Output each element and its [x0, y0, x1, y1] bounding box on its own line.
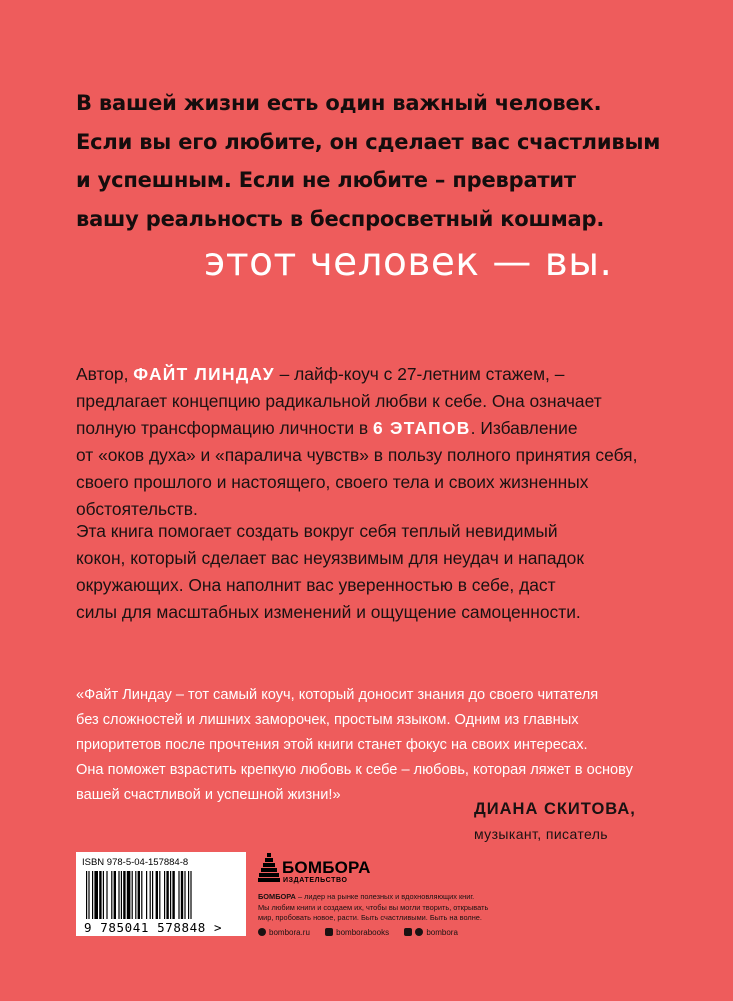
barcode-stripe	[166, 871, 168, 919]
quote-line: приоритетов после прочтения этой книги станет фокус на своих интересах.	[76, 737, 588, 753]
blurb-line: БОМБОРА – лидер на рынке полезных и вдохновляющих книг.	[258, 892, 475, 901]
barcode-stripe	[159, 871, 160, 919]
publisher-blurb	[258, 892, 568, 924]
barcode-stripe	[123, 871, 125, 919]
barcode-stripe	[188, 871, 189, 919]
barcode-stripe	[152, 871, 153, 919]
barcode-stripe	[138, 871, 140, 919]
barcode-panel	[76, 852, 246, 936]
benefits-line: окружающих. Она наполнит вас уверенностью в себе, даст	[76, 575, 556, 595]
quote-author-role: музыкант, писатель	[474, 826, 608, 842]
description-line: полную трансформацию личности в 6 ЭТАПОВ. Избавление	[76, 418, 578, 438]
description-line: Автор, ФАЙТ ЛИНДАУ – лайф-коуч с 27-летним стажем, –	[76, 364, 565, 384]
blurb-line: мир, пробовать новое, расти. Быть счастливыми. Быть на волне.	[258, 913, 482, 922]
publisher-name: БОМБОРА	[282, 858, 371, 877]
publisher-subtitle: ИЗДАТЕЛЬСТВО	[283, 877, 348, 884]
benefits-line: кокон, который сделает вас неуязвимым для неудач и нападок	[76, 548, 584, 568]
hook-line: и успешным. Если не любите – превратит	[76, 168, 576, 192]
barcode-bars	[86, 871, 236, 919]
author-name-highlight: ФАЙТ ЛИНДАУ	[133, 364, 275, 384]
social-telegram[interactable]: bombora	[404, 928, 458, 937]
youtube-icon	[404, 928, 412, 936]
book-benefits	[76, 518, 676, 626]
telegram-icon	[415, 928, 423, 936]
description-line: своего прошлого и настоящего, своего тела и своих жизненных	[76, 472, 589, 492]
barcode-stripe	[184, 871, 185, 919]
testimonial-quote	[76, 683, 716, 808]
barcode-stripe	[94, 871, 98, 919]
quote-author: ДИАНА СКИТОВА,	[474, 800, 636, 818]
barcode-stripe	[135, 871, 136, 919]
barcode-stripe	[121, 871, 122, 919]
isbn-label: ISBN 978-5-04-157884-8	[82, 857, 189, 868]
tagline: этот человек — вы.	[204, 240, 613, 285]
barcode-stripe	[132, 871, 133, 919]
barcode-stripe	[172, 871, 174, 919]
barcode-stripe	[106, 871, 107, 919]
bombora-logo-icon	[258, 853, 280, 885]
author-description	[76, 361, 676, 523]
quote-line: вашей счастливой и успешной жизни!»	[76, 787, 341, 803]
description-line: предлагает концепцию радикальной любви к себе. Она означает	[76, 391, 602, 411]
description-line: от «оков духа» и «паралича чувств» в пользу полного принятия себя,	[76, 445, 638, 465]
social-links	[258, 928, 471, 937]
barcode-stripe	[146, 871, 147, 919]
barcode-stripe	[156, 871, 158, 919]
benefits-line: Эта книга помогает создать вокруг себя теплый невидимый	[76, 521, 558, 541]
barcode-stripe	[99, 871, 101, 919]
hook-text	[76, 84, 696, 238]
blurb-line: Мы любим книги и создаем их, чтобы вы могли творить, открывать	[258, 902, 489, 912]
barcode-stripe	[88, 871, 89, 919]
globe-icon	[258, 928, 266, 936]
description-line: обстоятельств.	[76, 499, 198, 519]
barcode-stripe	[118, 871, 119, 919]
benefits-line: силы для масштабных изменений и ощущение самоценности.	[76, 602, 581, 622]
quote-line: Она поможет взрастить крепкую любовь к себе – любовь, которая ляжет в основу	[76, 762, 633, 778]
social-vk[interactable]: bomborabooks	[325, 928, 389, 937]
barcode-stripe	[111, 871, 112, 919]
stages-highlight: 6 ЭТАПОВ	[372, 418, 471, 438]
barcode-stripe	[86, 871, 87, 919]
barcode-stripe	[114, 871, 116, 919]
barcode-stripe	[141, 871, 142, 919]
social-website[interactable]: bombora.ru	[258, 928, 310, 937]
quote-line: без сложностей и лишних заморочек, простым языком. Одним из главных	[76, 712, 579, 728]
barcode-stripe	[127, 871, 131, 919]
barcode-stripe	[178, 871, 179, 919]
barcode-stripe	[92, 871, 93, 919]
hook-line: В вашей жизни есть один важный человек.	[76, 91, 602, 115]
quote-line: «Файт Линдау – тот самый коуч, который доносит знания до своего читателя	[76, 687, 599, 703]
vk-icon	[325, 928, 333, 936]
barcode-stripe	[164, 871, 165, 919]
barcode-stripe	[103, 871, 104, 919]
hook-line: Если вы его любите, он сделает вас счастливым	[76, 129, 661, 154]
barcode-stripe	[190, 871, 191, 919]
barcode-stripe	[181, 871, 183, 919]
hook-line: вашу реальность в беспросветный кошмар.	[76, 206, 605, 231]
barcode-digits: 9 785041 578848 >	[84, 920, 223, 935]
barcode-stripe	[170, 871, 171, 919]
barcode-stripe	[150, 871, 151, 919]
